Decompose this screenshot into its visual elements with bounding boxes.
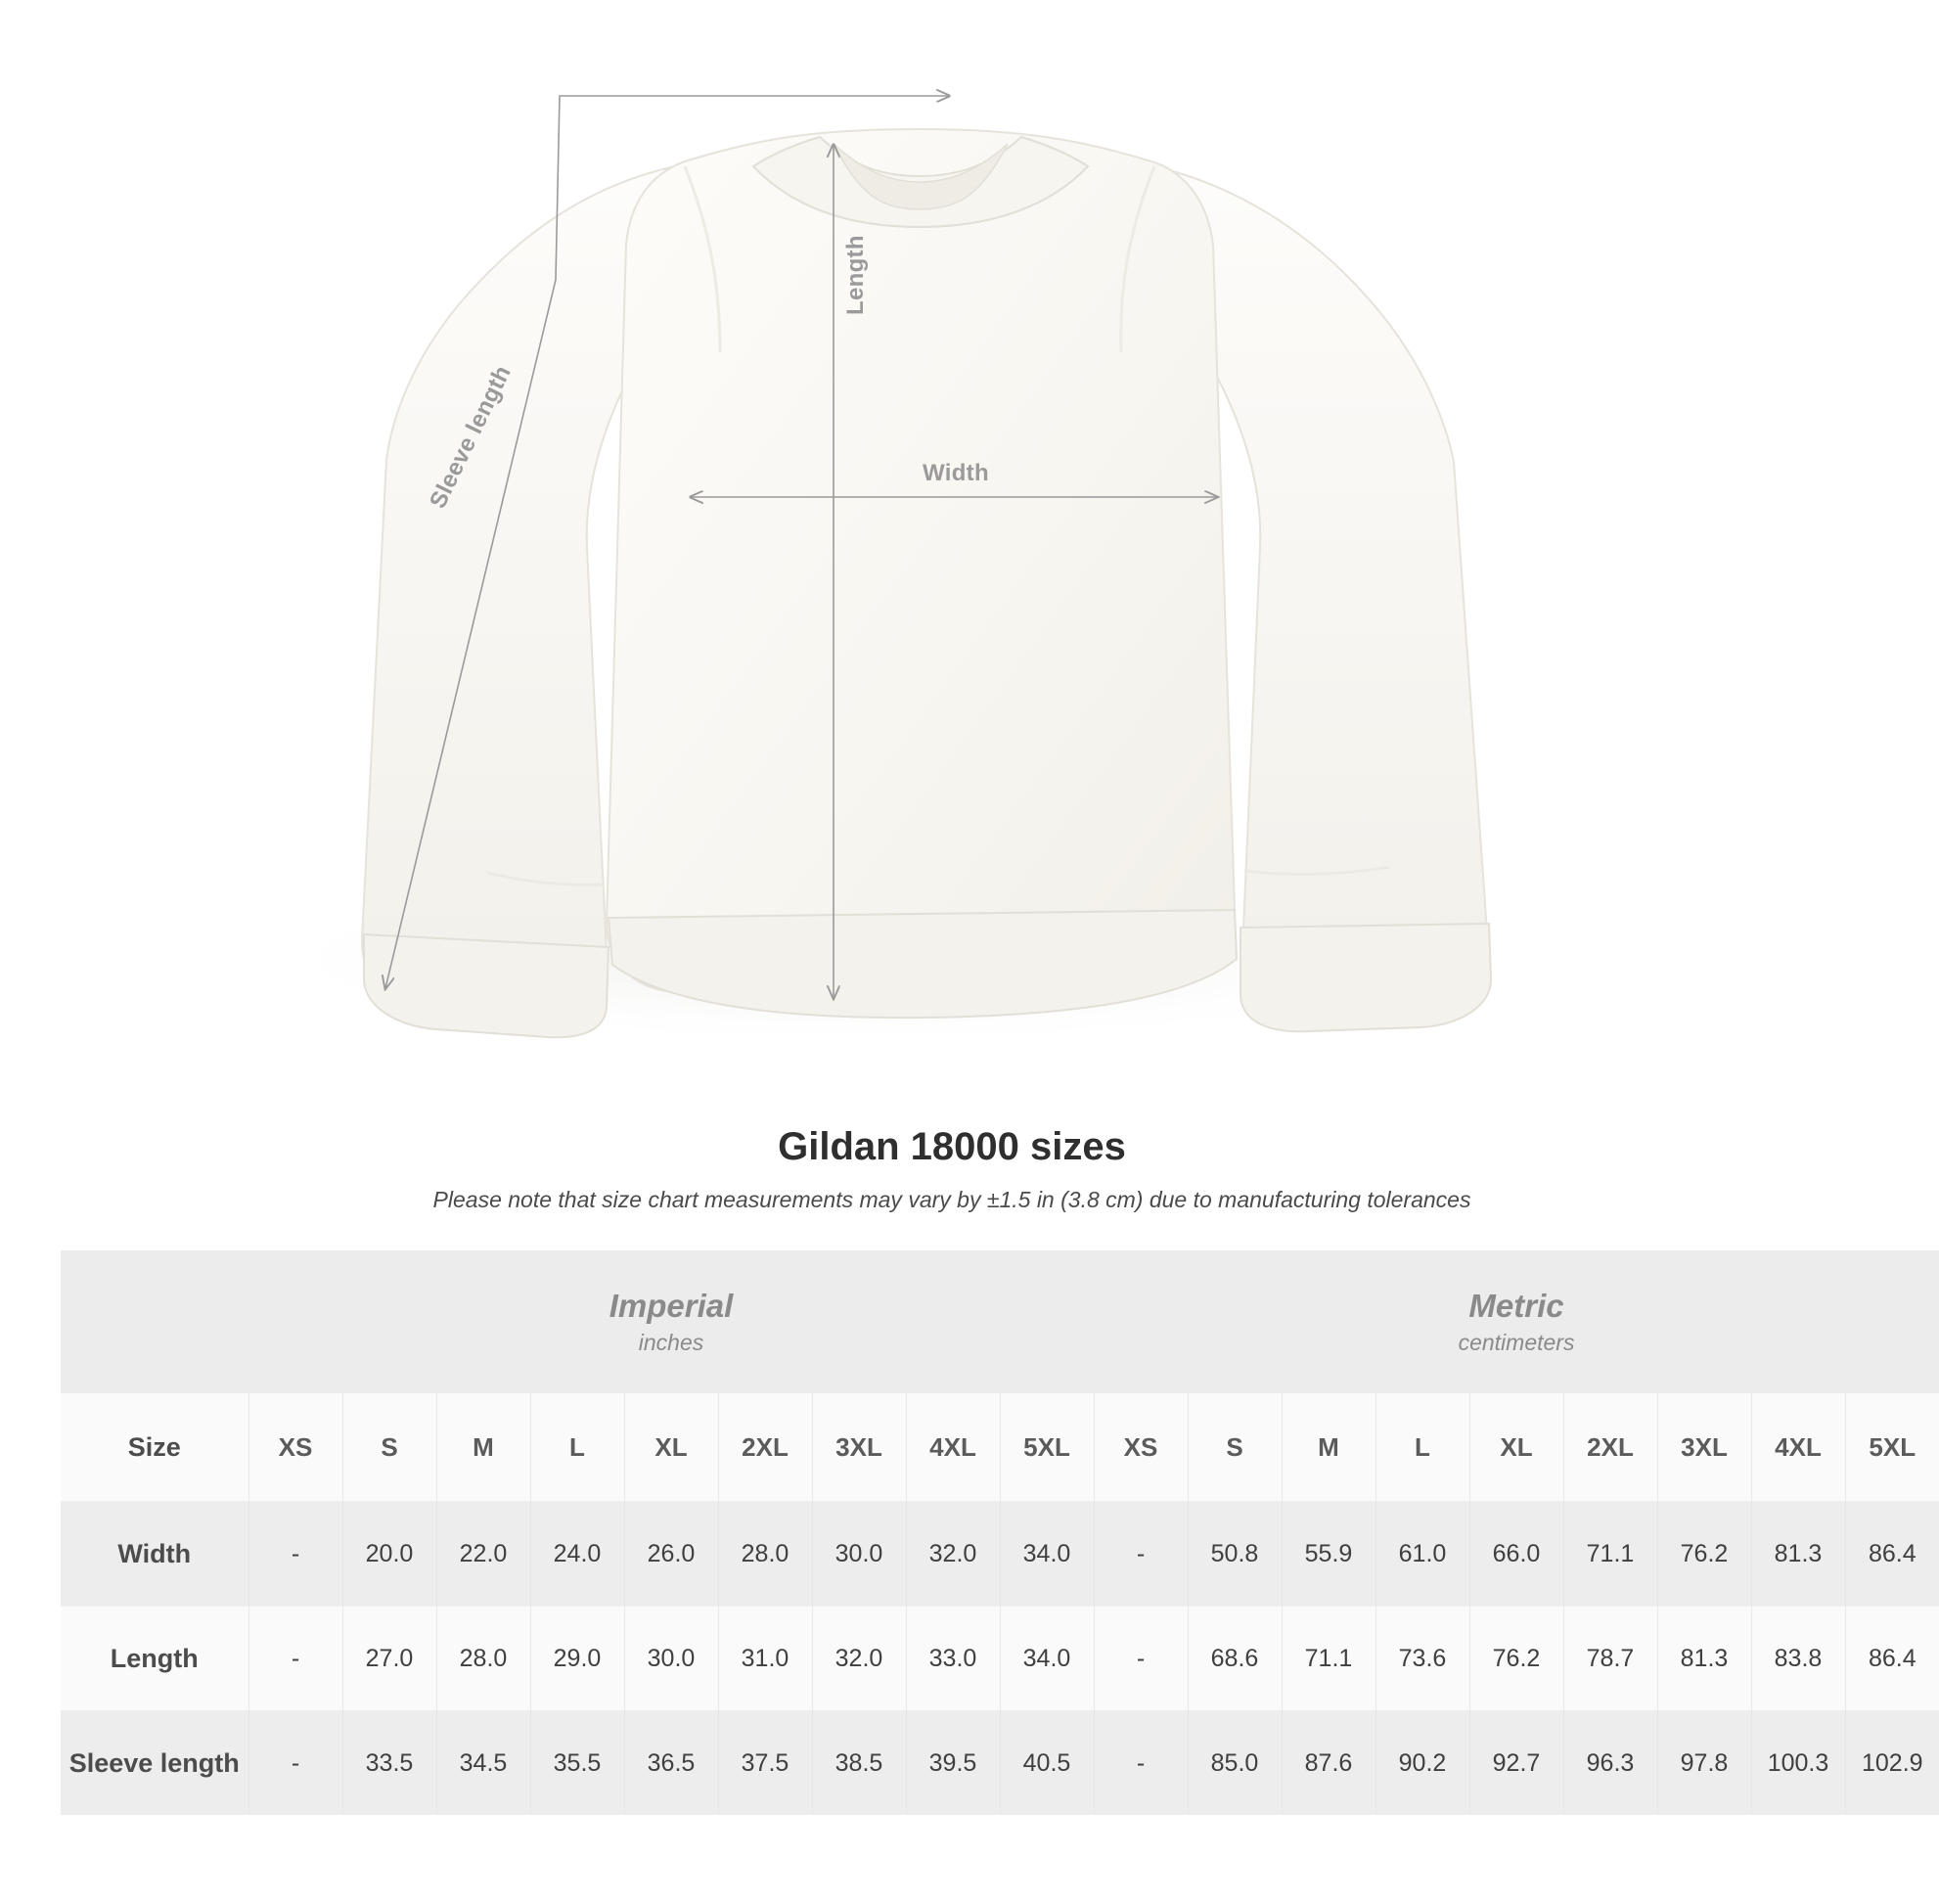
- width-dimension-label: Width: [923, 460, 989, 486]
- cell-sleeve-imperial-m: 34.5: [436, 1711, 530, 1816]
- cell-length-metric-m: 71.1: [1282, 1607, 1375, 1711]
- cell-width-metric-s: 50.8: [1188, 1502, 1282, 1607]
- unit-sub-metric: centimeters: [1458, 1330, 1575, 1356]
- cell-length-imperial-xl: 30.0: [624, 1607, 718, 1711]
- size-header-imperial-m: M: [436, 1393, 530, 1502]
- cell-length-imperial-xs: -: [248, 1607, 342, 1711]
- row-label-sleeve-length: Sleeve length: [61, 1711, 248, 1816]
- size-header-metric-s: S: [1188, 1393, 1282, 1502]
- cell-width-metric-m: 55.9: [1282, 1502, 1375, 1607]
- unit-header-imperial: [248, 1250, 1094, 1393]
- cell-length-imperial-5xl: 34.0: [1000, 1607, 1094, 1711]
- cell-length-metric-2xl: 78.7: [1563, 1607, 1657, 1711]
- cell-width-imperial-xs: -: [248, 1502, 342, 1607]
- cell-sleeve-metric-l: 90.2: [1375, 1711, 1469, 1816]
- unit-header-metric: [1094, 1250, 1939, 1393]
- row-label-width: Width: [61, 1502, 248, 1607]
- cell-width-imperial-m: 22.0: [436, 1502, 530, 1607]
- cell-sleeve-metric-m: 87.6: [1282, 1711, 1375, 1816]
- size-chart-table: [61, 1250, 1939, 1815]
- cell-width-metric-xl: 66.0: [1469, 1502, 1563, 1607]
- cell-length-metric-s: 68.6: [1188, 1607, 1282, 1711]
- cell-length-imperial-4xl: 33.0: [906, 1607, 1000, 1711]
- cell-width-imperial-xl: 26.0: [624, 1502, 718, 1607]
- size-header-imperial-xl: XL: [624, 1393, 718, 1502]
- cell-width-metric-3xl: 76.2: [1657, 1502, 1751, 1607]
- cell-width-imperial-s: 20.0: [342, 1502, 436, 1607]
- size-header-imperial-s: S: [342, 1393, 436, 1502]
- unit-sub-imperial: inches: [638, 1330, 704, 1356]
- chart-heading: [0, 1125, 1904, 1213]
- cell-sleeve-metric-5xl: 102.9: [1845, 1711, 1939, 1816]
- unit-header-row: [61, 1250, 1939, 1393]
- cell-sleeve-imperial-3xl: 38.5: [812, 1711, 906, 1816]
- table-row-length: [61, 1607, 1939, 1711]
- size-header-row: [61, 1393, 1939, 1502]
- cell-width-metric-2xl: 71.1: [1563, 1502, 1657, 1607]
- cell-length-metric-xs: -: [1094, 1607, 1188, 1711]
- size-header-imperial-3xl: 3XL: [812, 1393, 906, 1502]
- cell-length-imperial-m: 28.0: [436, 1607, 530, 1711]
- cell-width-metric-xs: -: [1094, 1502, 1188, 1607]
- cell-sleeve-imperial-l: 35.5: [530, 1711, 624, 1816]
- cell-length-imperial-2xl: 31.0: [718, 1607, 812, 1711]
- cell-sleeve-metric-xl: 92.7: [1469, 1711, 1563, 1816]
- cell-width-metric-5xl: 86.4: [1845, 1502, 1939, 1607]
- length-dimension-label: Length: [842, 235, 869, 315]
- cell-sleeve-metric-xs: -: [1094, 1711, 1188, 1816]
- cell-sleeve-metric-s: 85.0: [1188, 1711, 1282, 1816]
- cell-length-imperial-s: 27.0: [342, 1607, 436, 1711]
- cell-sleeve-metric-4xl: 100.3: [1751, 1711, 1845, 1816]
- size-header-metric-4xl: 4XL: [1751, 1393, 1845, 1502]
- cell-width-imperial-3xl: 30.0: [812, 1502, 906, 1607]
- cell-sleeve-imperial-xl: 36.5: [624, 1711, 718, 1816]
- cell-sleeve-imperial-4xl: 39.5: [906, 1711, 1000, 1816]
- unit-name-imperial: Imperial: [609, 1287, 734, 1324]
- table-row-sleeve-length: [61, 1711, 1939, 1816]
- cell-sleeve-imperial-xs: -: [248, 1711, 342, 1816]
- size-header-imperial-2xl: 2XL: [718, 1393, 812, 1502]
- size-header-metric-m: M: [1282, 1393, 1375, 1502]
- cell-sleeve-metric-2xl: 96.3: [1563, 1711, 1657, 1816]
- cell-length-metric-4xl: 83.8: [1751, 1607, 1845, 1711]
- size-header-metric-xl: XL: [1469, 1393, 1563, 1502]
- cell-width-imperial-4xl: 32.0: [906, 1502, 1000, 1607]
- cell-width-imperial-2xl: 28.0: [718, 1502, 812, 1607]
- size-header-label: Size: [61, 1393, 248, 1502]
- size-header-imperial-xs: XS: [248, 1393, 342, 1502]
- tolerance-note: Please note that size chart measurements may vary by ±1.5 in (3.8 cm) due to manufacturing tolerances: [432, 1187, 1471, 1212]
- cell-length-metric-l: 73.6: [1375, 1607, 1469, 1711]
- table-row-width: [61, 1502, 1939, 1607]
- cell-sleeve-imperial-2xl: 37.5: [718, 1711, 812, 1816]
- size-header-imperial-l: L: [530, 1393, 624, 1502]
- size-chart-table-wrapper: [61, 1250, 1923, 1815]
- size-header-metric-5xl: 5XL: [1845, 1393, 1939, 1502]
- size-header-metric-xs: XS: [1094, 1393, 1188, 1502]
- cell-length-imperial-3xl: 32.0: [812, 1607, 906, 1711]
- row-label-length: Length: [61, 1607, 248, 1711]
- cell-length-imperial-l: 29.0: [530, 1607, 624, 1711]
- cell-sleeve-metric-3xl: 97.8: [1657, 1711, 1751, 1816]
- unit-name-metric: Metric: [1468, 1287, 1564, 1324]
- size-header-metric-l: L: [1375, 1393, 1469, 1502]
- cell-sleeve-imperial-s: 33.5: [342, 1711, 436, 1816]
- size-header-metric-2xl: 2XL: [1563, 1393, 1657, 1502]
- cell-width-metric-4xl: 81.3: [1751, 1502, 1845, 1607]
- page-title: Gildan 18000 sizes: [778, 1125, 1126, 1168]
- cell-width-metric-l: 61.0: [1375, 1502, 1469, 1607]
- size-header-metric-3xl: 3XL: [1657, 1393, 1751, 1502]
- cell-width-imperial-l: 24.0: [530, 1502, 624, 1607]
- cell-width-imperial-5xl: 34.0: [1000, 1502, 1094, 1607]
- cell-length-metric-3xl: 81.3: [1657, 1607, 1751, 1711]
- unit-header-spacer: [61, 1250, 248, 1393]
- cell-length-metric-5xl: 86.4: [1845, 1607, 1939, 1711]
- cell-length-metric-xl: 76.2: [1469, 1607, 1563, 1711]
- size-header-imperial-4xl: 4XL: [906, 1393, 1000, 1502]
- size-header-imperial-5xl: 5XL: [1000, 1393, 1094, 1502]
- sleeve-length-dimension-label: Sleeve length: [425, 361, 517, 513]
- cell-sleeve-imperial-5xl: 40.5: [1000, 1711, 1094, 1816]
